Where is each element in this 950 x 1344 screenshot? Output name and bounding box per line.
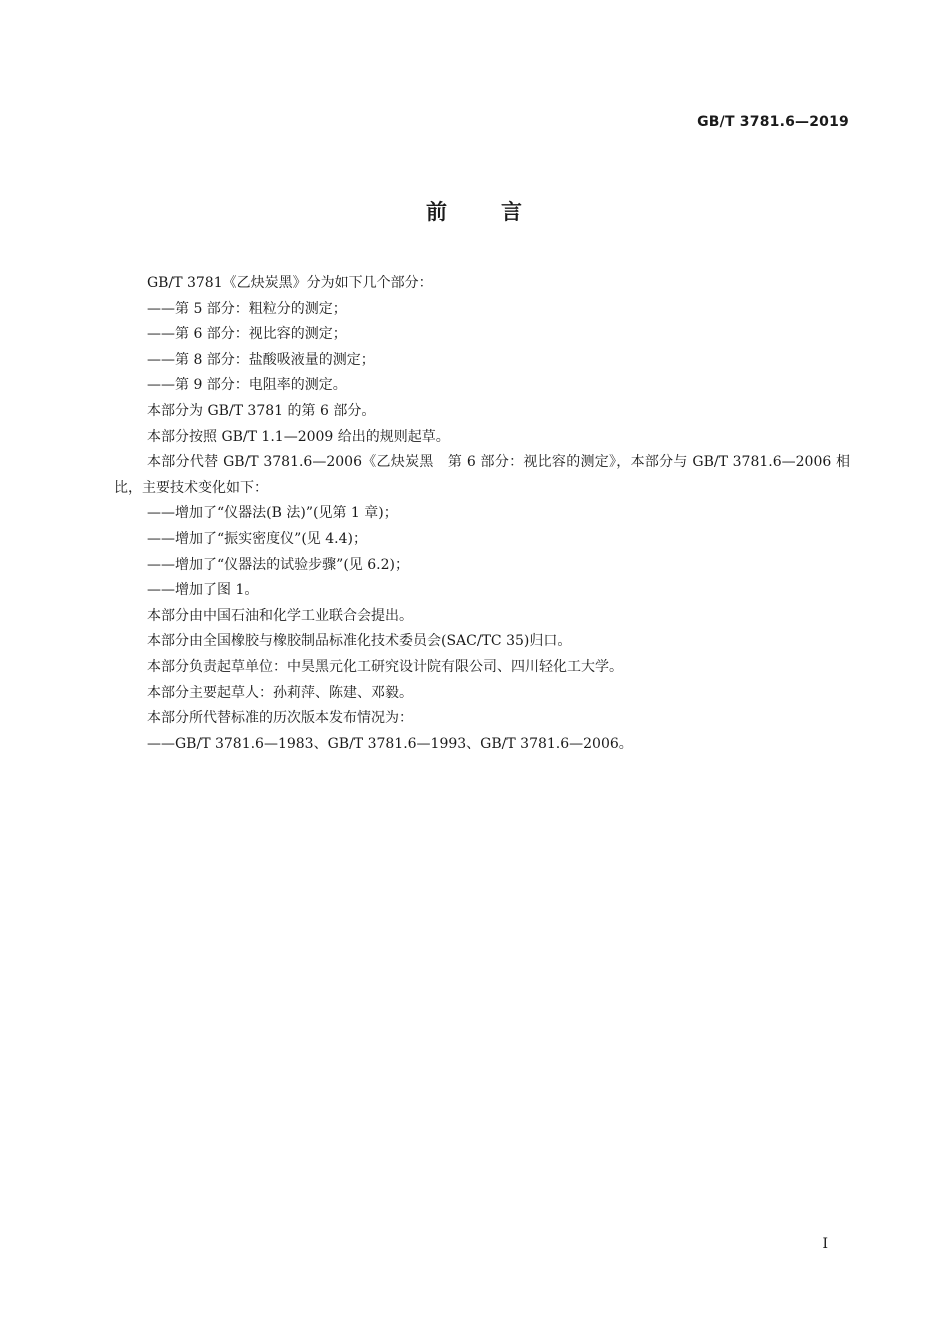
paragraph-drafters: 本部分主要起草人：孙莉萍、陈建、邓毅。: [147, 684, 413, 701]
paragraph-this-part: 本部分为 GB/T 3781 的第 6 部分。: [147, 402, 376, 419]
paragraph-parts-intro: GB/T 3781《乙炔炭黑》分为如下几个部分：: [147, 275, 433, 291]
title-char-2: 言: [501, 200, 524, 224]
page-title: [0, 196, 950, 226]
title-char-1: 前: [426, 200, 449, 224]
paragraph-drafting-units: 本部分负责起草单位：中昊黑元化工研究设计院有限公司、四川轻化工大学。: [147, 658, 623, 675]
list-item-previous-editions: ——GB/T 3781.6—1983、GB/T 3781.6—1993、GB/T 3781.6—2006。: [147, 735, 633, 752]
foreword-body: [114, 271, 850, 757]
list-item-change-1: ——增加了“仪器法(B 法)”(见第 1 章)；: [147, 505, 398, 522]
list-item-part-5: ——第 5 部分：粗粒分的测定；: [147, 300, 347, 317]
page-number: I: [822, 1236, 828, 1252]
list-item-part-6: ——第 6 部分：视比容的测定；: [147, 326, 347, 343]
standard-code: GB/T 3781.6—2019: [697, 114, 849, 130]
paragraph-drafting-rules: 本部分按照 GB/T 1.1—2009 给出的规则起草。: [147, 428, 450, 445]
paragraph-replaces: 本部分代替 GB/T 3781.6—2006《乙炔炭黑 第 6 部分：视比容的测定》，本部分与 GB/T 3781.6—2006 相比，主要技术变化如下：: [114, 454, 850, 496]
list-item-part-9: ——第 9 部分：电阻率的测定。: [147, 377, 347, 394]
paragraph-previous-editions: 本部分所代替标准的历次版本发布情况为：: [147, 710, 413, 727]
list-item-change-4: ——增加了图 1。: [147, 582, 259, 599]
paragraph-proposed-by: 本部分由中国石油和化学工业联合会提出。: [147, 607, 413, 624]
list-item-change-2: ——增加了“振实密度仪”(见 4.4)；: [147, 530, 367, 547]
paragraph-administered-by: 本部分由全国橡胶与橡胶制品标准化技术委员会(SAC/TC 35)归口。: [147, 633, 572, 650]
list-item-change-3: ——增加了“仪器法的试验步骤”(见 6.2)；: [147, 556, 409, 573]
list-item-part-8: ——第 8 部分：盐酸吸液量的测定；: [147, 351, 375, 368]
